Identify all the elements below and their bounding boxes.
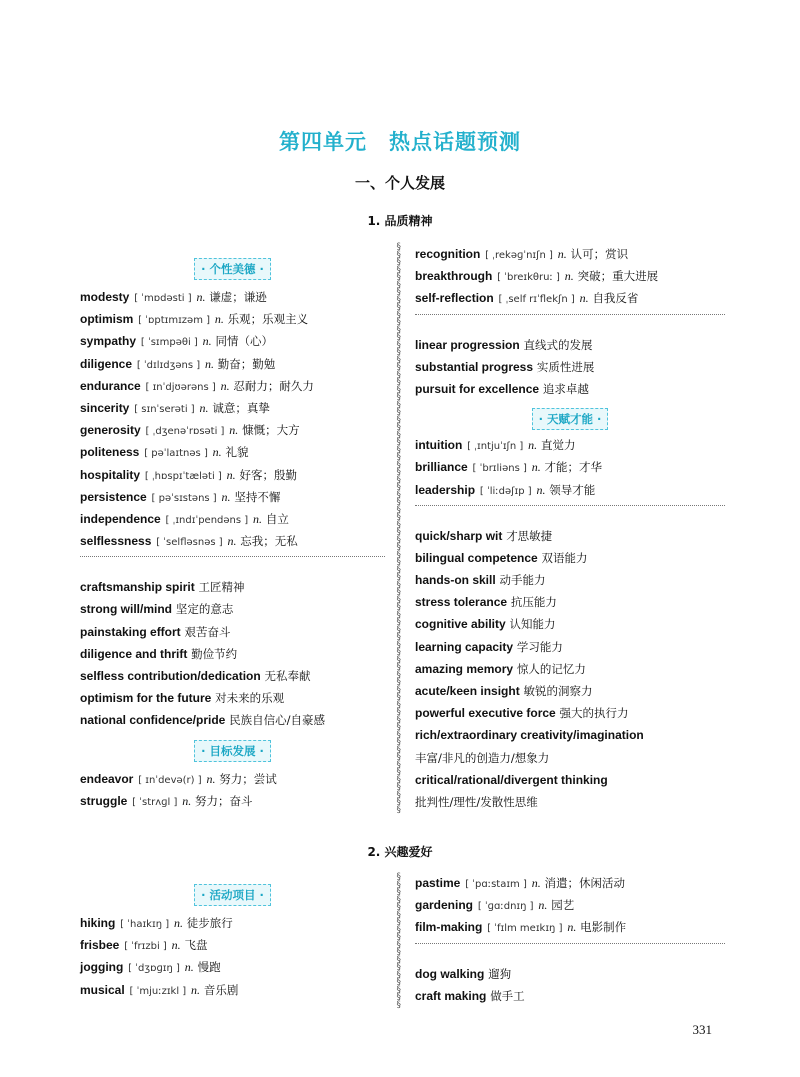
dotted-divider xyxy=(415,314,725,327)
chinese-meaning: 批判性/理性/发散性思维 xyxy=(415,794,538,809)
vocab-word: cognitive ability xyxy=(415,617,506,632)
part-of-speech: n. xyxy=(220,378,230,393)
vocab-row xyxy=(80,665,385,687)
chinese-meaning: 勤俭节约 xyxy=(191,646,238,661)
part-of-speech: n. xyxy=(212,445,222,460)
left-column-2 xyxy=(80,876,385,1001)
chinese-meaning: 遛狗 xyxy=(488,966,512,981)
phrase-list-progress xyxy=(415,334,725,401)
badge-activity: · 活动项目 · xyxy=(80,876,385,912)
part-of-speech: n. xyxy=(229,423,239,438)
vocab-word: critical/rational/divergent thinking xyxy=(415,772,608,787)
vocab-row xyxy=(80,397,385,419)
chinese-meaning: 音乐剧 xyxy=(203,982,239,997)
vocab-word: selfless contribution/dedication xyxy=(80,669,261,683)
phonetic: [ ˈdʒɒɡɪŋ ] xyxy=(128,963,180,975)
vocab-word: rich/extraordinary creativity/imagination xyxy=(415,728,644,743)
phonetic: [ ˈstrʌɡl ] xyxy=(132,796,178,808)
vocab-row xyxy=(415,591,725,613)
vocab-row xyxy=(415,985,725,1007)
vocab-row xyxy=(80,464,385,486)
part-of-speech: n. xyxy=(538,898,548,913)
vocab-row xyxy=(415,724,725,746)
chinese-meaning: 慷慨；大方 xyxy=(242,423,300,438)
vocab-word: quick/sharp wit xyxy=(415,528,503,543)
chinese-meaning: 坚持不懈 xyxy=(234,489,281,504)
vocab-row xyxy=(415,872,725,894)
chinese-meaning: 好客；殷勤 xyxy=(239,467,297,482)
vocab-row xyxy=(415,265,725,287)
vocab-word: diligence xyxy=(80,356,133,371)
vocab-row xyxy=(415,525,725,547)
vocab-word: jogging xyxy=(80,960,124,975)
vocab-word: pursuit for excellence xyxy=(415,381,540,396)
phonetic: [ ˈɡɑːdnɪŋ ] xyxy=(477,901,534,913)
vocab-row xyxy=(415,547,725,569)
chinese-meaning: 才能；才华 xyxy=(544,460,603,475)
chinese-meaning: 工匠精神 xyxy=(198,580,245,595)
part-of-speech: n. xyxy=(528,438,538,453)
vocab-word: national confidence/pride xyxy=(80,713,226,728)
chinese-meaning: 艰苦奋斗 xyxy=(184,624,231,639)
chinese-meaning: 诚意；真挚 xyxy=(212,400,270,415)
part-of-speech: n. xyxy=(253,511,263,526)
vocab-word: intuition xyxy=(415,438,463,453)
chinese-meaning: 抗压能力 xyxy=(510,595,557,610)
vocab-row xyxy=(415,243,725,265)
vocab-row xyxy=(80,375,385,397)
vocab-word: hospitality xyxy=(80,467,141,482)
chinese-meaning: 乐观；乐观主义 xyxy=(227,312,309,327)
vocab-word: painstaking effort xyxy=(80,624,181,639)
vocab-word: persistence xyxy=(80,489,147,504)
part-of-speech: n. xyxy=(227,534,237,549)
phonetic: [ ˈfrɪzbi ] xyxy=(124,941,167,953)
vocab-word: linear progression xyxy=(415,337,520,352)
chinese-meaning: 忘我；无私 xyxy=(240,534,298,549)
vocab-row xyxy=(80,576,385,598)
chinese-meaning: 努力；奋斗 xyxy=(195,793,253,808)
part-of-speech: n. xyxy=(204,356,214,371)
vocab-word: optimism xyxy=(80,312,134,327)
vocab-row xyxy=(80,330,385,352)
chinese-meaning: 直觉力 xyxy=(540,438,576,453)
vocab-row xyxy=(80,643,385,665)
vocab-row xyxy=(415,916,725,938)
chinese-meaning: 突破；重大进展 xyxy=(577,269,659,284)
chinese-meaning: 惊人的记忆力 xyxy=(516,661,586,676)
section-heading-2: 2. 兴趣爱好 xyxy=(367,845,433,859)
badge-personality: · 个性美德 · xyxy=(80,250,385,286)
part-of-speech: n. xyxy=(536,482,546,497)
vocab-word: craftsmanship spirit xyxy=(80,580,195,595)
chinese-meaning: 直线式的发展 xyxy=(523,337,593,352)
chinese-meaning: 电影制作 xyxy=(580,920,627,935)
vocab-row xyxy=(80,441,385,463)
vocab-row xyxy=(415,613,725,635)
part-of-speech: n. xyxy=(202,334,212,349)
phonetic: [ ˈselfləsnəs ] xyxy=(156,537,223,549)
phonetic: [ ˌɪntjuˈɪʃn ] xyxy=(467,441,524,453)
vocab-word: recognition xyxy=(415,247,481,261)
part-of-speech: n. xyxy=(557,247,567,261)
vocab-word: gardening xyxy=(415,898,474,913)
phonetic: [ ˌdʒenəˈrɒsəti ] xyxy=(145,426,225,438)
badge-talent: · 天赋才能 · xyxy=(415,400,725,434)
vocab-row xyxy=(80,979,385,1001)
vocab-row xyxy=(415,378,725,400)
vocab-row xyxy=(415,702,725,724)
chinese-meaning: 园艺 xyxy=(551,898,575,913)
part-of-speech: n. xyxy=(206,771,216,786)
chinese-meaning: 同情（心） xyxy=(215,334,273,349)
vocab-word: self-reflection xyxy=(415,291,494,306)
part-of-speech: n. xyxy=(579,291,589,306)
chinese-meaning: 才思敏捷 xyxy=(506,528,553,543)
phonetic: [ ˈfɪlm meɪkɪŋ ] xyxy=(487,923,563,935)
vocab-word: politeness xyxy=(80,445,140,460)
vocab-row xyxy=(415,769,725,791)
phrase-list-spirit xyxy=(80,576,385,731)
vocab-word: acute/keen insight xyxy=(415,684,520,698)
chinese-meaning: 强大的执行力 xyxy=(559,706,629,721)
part-of-speech: n. xyxy=(191,982,201,997)
vocab-list-personality xyxy=(80,286,385,552)
chinese-meaning: 丰富/非凡的创造力/想象力 xyxy=(415,750,550,765)
vocab-word: generosity xyxy=(80,423,141,438)
phonetic: [ pəˈsɪstəns ] xyxy=(151,492,217,504)
vocab-word: bilingual competence xyxy=(415,550,538,565)
vocab-row xyxy=(80,768,385,790)
right-column-2 xyxy=(415,872,725,1007)
vocab-word: frisbee xyxy=(80,938,120,953)
vocab-row xyxy=(415,287,725,309)
phonetic: [ sɪnˈserəti ] xyxy=(134,403,195,415)
vocab-row xyxy=(80,508,385,530)
chinese-meaning: 实质性进展 xyxy=(536,359,595,374)
spiral-divider: § § § § § § § § § § § § § § § § § § xyxy=(396,872,402,1010)
vocab-word: powerful executive force xyxy=(415,706,556,721)
chinese-meaning: 认知能力 xyxy=(509,617,556,632)
vocab-row xyxy=(415,479,725,501)
part-of-speech: n. xyxy=(173,916,183,930)
chinese-meaning: 无私奉献 xyxy=(264,669,311,683)
chinese-meaning: 坚定的意志 xyxy=(175,602,234,617)
chinese-meaning: 谦虚；谦逊 xyxy=(209,290,267,304)
chinese-meaning: 双语能力 xyxy=(541,550,588,565)
vocab-row xyxy=(80,598,385,620)
phonetic: [ ˌhɒspɪˈtæləti ] xyxy=(144,470,222,482)
dotted-divider xyxy=(415,505,725,518)
vocab-row xyxy=(80,687,385,709)
phonetic: [ ɪnˈdjʊərəns ] xyxy=(145,381,216,393)
chinese-meaning: 动手能力 xyxy=(499,573,546,588)
phonetic: [ ˈdɪlɪdʒəns ] xyxy=(136,359,201,371)
vocab-row xyxy=(415,791,725,813)
part-of-speech: n. xyxy=(564,269,574,284)
vocab-word: stress tolerance xyxy=(415,595,508,610)
vocab-word: film-making xyxy=(415,920,483,935)
unit-subtitle: 一、个人发展 xyxy=(354,174,445,192)
left-column-1 xyxy=(80,250,385,812)
phonetic: [ pəˈlaɪtnəs ] xyxy=(144,448,208,460)
page-number: 331 xyxy=(692,1022,712,1037)
chinese-meaning: 敏锐的洞察力 xyxy=(523,684,593,698)
phonetic: [ ˈhaɪkɪŋ ] xyxy=(120,919,170,930)
vocab-row xyxy=(415,963,725,985)
vocab-row xyxy=(415,334,725,356)
vocab-list-goal xyxy=(80,768,385,812)
part-of-speech: n. xyxy=(184,960,194,975)
phonetic: [ ˈliːdəʃɪp ] xyxy=(479,485,532,497)
phonetic: [ ˌself rɪˈflekʃn ] xyxy=(498,294,575,306)
vocab-row xyxy=(415,434,725,456)
chinese-meaning: 追求卓越 xyxy=(542,381,589,396)
vocab-row xyxy=(80,912,385,934)
vocab-word: independence xyxy=(80,511,161,526)
vocab-list-recognition xyxy=(415,243,725,310)
chinese-meaning: 民族自信心/自豪感 xyxy=(229,713,326,728)
chinese-meaning: 领导才能 xyxy=(549,482,596,497)
chinese-meaning: 慢跑 xyxy=(197,960,221,975)
vocab-row xyxy=(415,894,725,916)
vocab-row xyxy=(415,356,725,378)
vocab-word: substantial progress xyxy=(415,359,534,374)
vocab-row xyxy=(80,419,385,441)
vocab-word: craft making xyxy=(415,988,487,1003)
vocab-row xyxy=(80,934,385,956)
part-of-speech: n. xyxy=(567,920,577,935)
vocab-list-talent xyxy=(415,434,725,501)
vocab-word: diligence and thrift xyxy=(80,646,188,661)
vocab-word: leadership xyxy=(415,482,476,497)
phonetic: [ ɪnˈdevə(r) ] xyxy=(138,774,202,786)
page-title: 第四单元 热点话题预测 xyxy=(279,130,521,154)
vocab-list-activity xyxy=(80,912,385,1001)
vocab-row xyxy=(415,658,725,680)
chinese-meaning: 认可；赏识 xyxy=(570,247,629,261)
part-of-speech: n. xyxy=(531,460,541,475)
vocab-row xyxy=(80,486,385,508)
vocab-row xyxy=(415,456,725,478)
vocab-row xyxy=(80,790,385,812)
vocab-word: hands-on skill xyxy=(415,573,496,588)
vocab-word: selflessness xyxy=(80,534,152,549)
part-of-speech: n. xyxy=(182,793,192,808)
vocab-row xyxy=(415,680,725,702)
vocab-word: modesty xyxy=(80,290,130,304)
dotted-divider xyxy=(80,556,385,569)
vocab-word: hiking xyxy=(80,916,116,930)
part-of-speech: n. xyxy=(196,290,206,304)
chinese-meaning: 忍耐力；耐久力 xyxy=(233,378,314,393)
dotted-divider xyxy=(415,943,725,956)
part-of-speech: n. xyxy=(214,312,224,327)
phonetic: [ ˈpɑːstaɪm ] xyxy=(465,879,527,890)
vocab-word: pastime xyxy=(415,876,461,890)
vocab-word: endeavor xyxy=(80,771,134,786)
phonetic: [ ˈbrɪliəns ] xyxy=(472,463,527,475)
vocab-word: amazing memory xyxy=(415,661,514,676)
part-of-speech: n. xyxy=(531,876,541,890)
chinese-meaning: 飞盘 xyxy=(184,938,208,953)
vocab-word: struggle xyxy=(80,793,128,808)
phrase-list-hobby xyxy=(415,963,725,1007)
vocab-word: musical xyxy=(80,982,125,997)
chinese-meaning: 礼貌 xyxy=(225,445,249,460)
vocab-row xyxy=(80,353,385,375)
phonetic: [ ˈmɒdəsti ] xyxy=(134,293,192,304)
vocab-row xyxy=(80,286,385,308)
phonetic: [ ˌɪndɪˈpendəns ] xyxy=(165,514,249,526)
phonetic: [ ˈmjuːzɪkl ] xyxy=(129,985,187,997)
chinese-meaning: 学习能力 xyxy=(516,639,563,654)
vocab-row xyxy=(80,530,385,552)
phonetic: [ ˈɒptɪmɪzəm ] xyxy=(138,315,211,327)
vocab-row xyxy=(415,747,725,769)
vocab-row xyxy=(80,308,385,330)
chinese-meaning: 勤奋；勤勉 xyxy=(217,356,276,371)
right-column-1 xyxy=(415,243,725,813)
part-of-speech: n. xyxy=(199,400,209,415)
vocab-list-hobby xyxy=(415,872,725,939)
vocab-word: strong will/mind xyxy=(80,602,172,617)
part-of-speech: n. xyxy=(221,489,231,504)
badge-goal: · 目标发展 · xyxy=(80,732,385,768)
vocab-word: sympathy xyxy=(80,334,137,349)
vocab-word: breakthrough xyxy=(415,269,493,284)
vocab-row xyxy=(80,621,385,643)
vocab-row xyxy=(80,709,385,731)
vocab-row xyxy=(415,636,725,658)
vocab-word: dog walking xyxy=(415,966,485,981)
part-of-speech: n. xyxy=(171,938,181,953)
vocab-word: optimism for the future xyxy=(80,691,212,706)
chinese-meaning: 努力；尝试 xyxy=(219,771,277,786)
part-of-speech: n. xyxy=(226,467,236,482)
chinese-meaning: 徒步旅行 xyxy=(186,916,233,930)
vocab-word: learning capacity xyxy=(415,639,514,654)
phonetic: [ ˈsɪmpəθi ] xyxy=(140,337,198,349)
chinese-meaning: 做手工 xyxy=(490,988,525,1003)
chinese-meaning: 自我反省 xyxy=(592,291,639,306)
phonetic: [ ˌrekəɡˈnɪʃn ] xyxy=(485,250,553,261)
section-heading-1: 1. 品质精神 xyxy=(367,214,433,228)
phrase-list-ability xyxy=(415,525,725,813)
chinese-meaning: 对未来的乐观 xyxy=(215,691,285,706)
vocab-word: endurance xyxy=(80,378,141,393)
chinese-meaning: 自立 xyxy=(265,511,289,526)
vocab-row xyxy=(80,956,385,978)
spiral-divider: § § § § § § § § § § § § § § § § § § § § § § § § § § § § § § § § § § § § § § § § § § § § § § § § § § § § § § § § § § § § § § § § § § § § § § § § § § § § xyxy=(396,242,402,815)
vocab-word: sincerity xyxy=(80,400,130,415)
chinese-meaning: 消遣；休闲活动 xyxy=(544,876,626,890)
phonetic: [ ˈbreɪkθruː ] xyxy=(497,272,560,284)
vocab-row xyxy=(415,569,725,591)
vocab-word: brilliance xyxy=(415,460,468,475)
